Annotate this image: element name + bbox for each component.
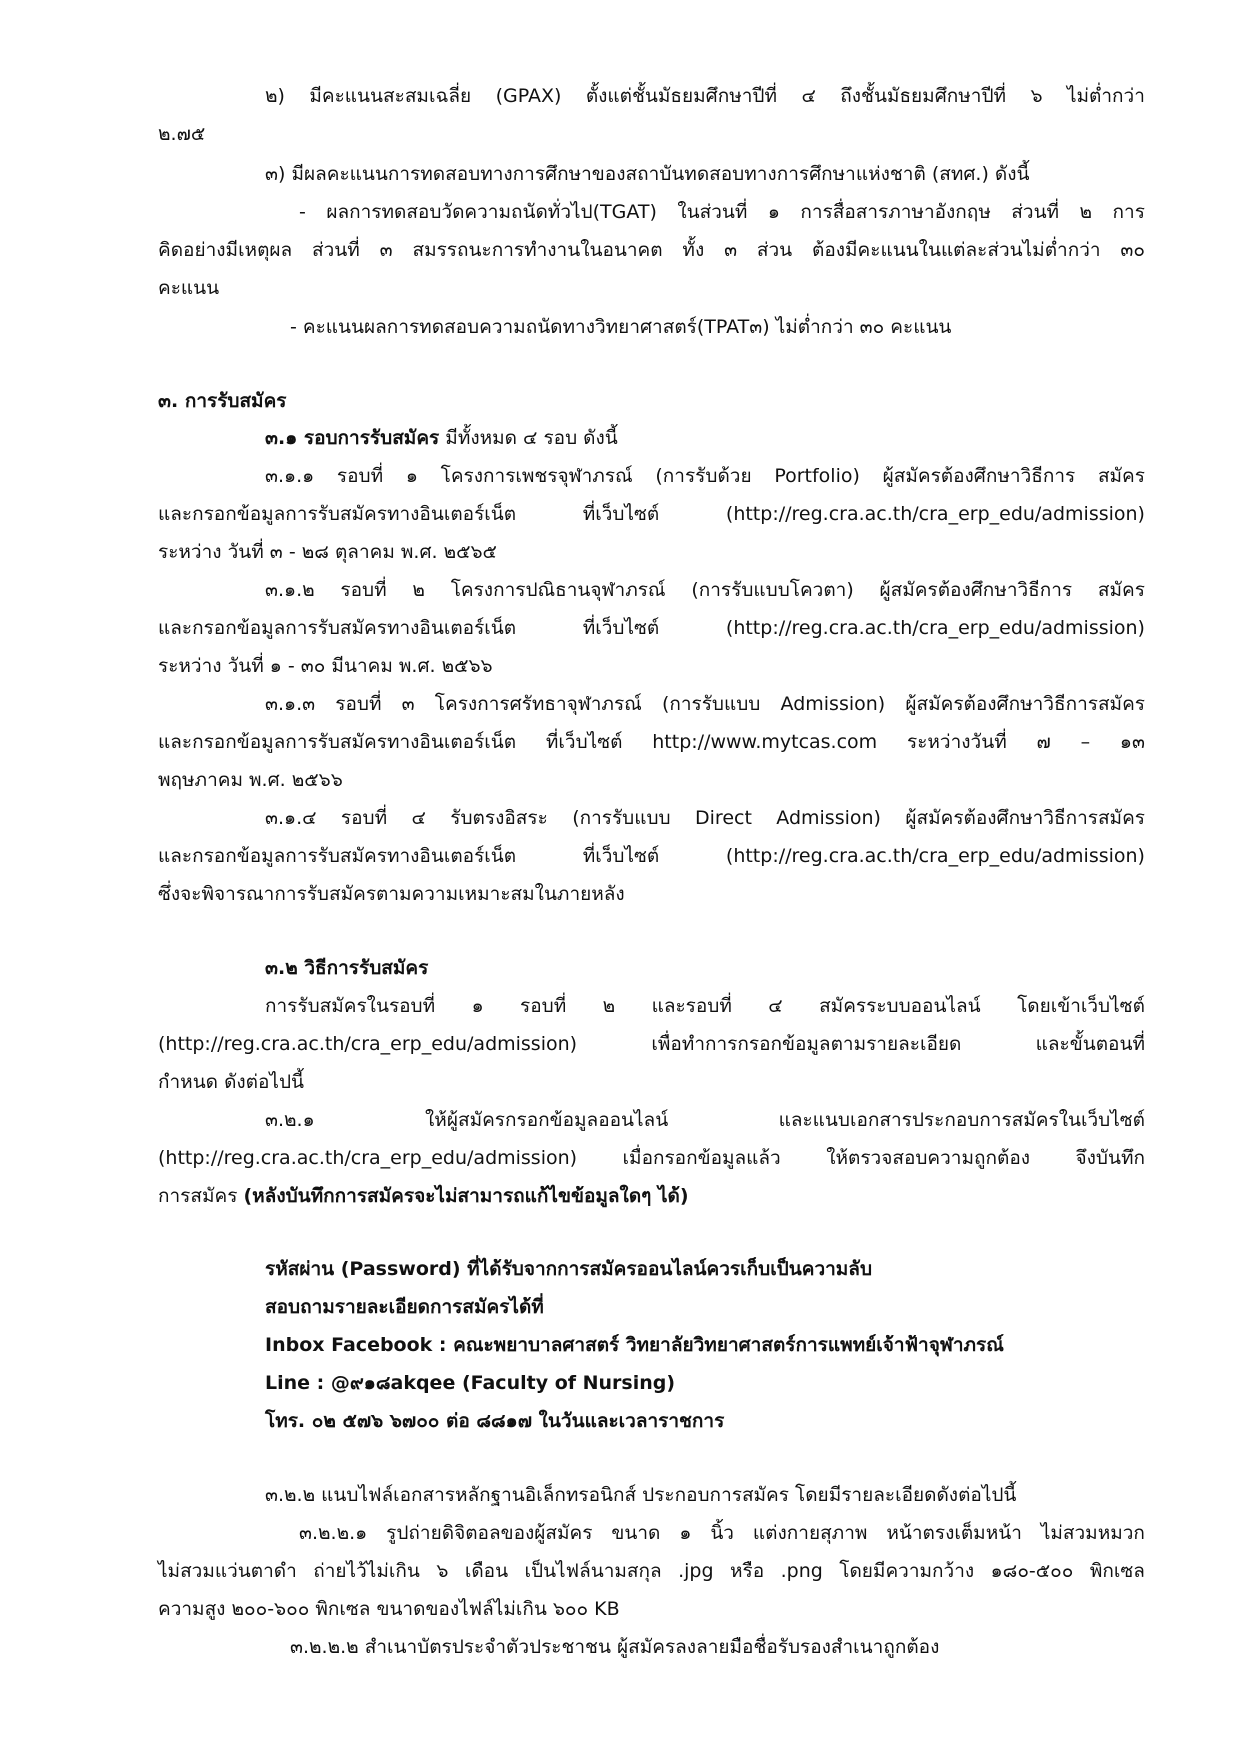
word: รอบที่ (336, 465, 384, 487)
word: ๑๓ (1119, 731, 1145, 753)
word: รูปถ่ายดิจิตอลของผู้สมัคร (386, 1522, 593, 1544)
word: หน้าตรงเต็มหน้า (886, 1522, 1022, 1544)
word: มีคะแนนสะสมเฉลี่ย (309, 85, 472, 107)
word: แต่งกายสุภาพ (752, 1522, 868, 1544)
word: ที่เว็บไซต์ (582, 617, 660, 639)
word: สมัครระบบออนไลน์ (819, 995, 981, 1017)
word: ผลการทดสอบวัดความถนัดทั่วไป(TGAT) (326, 201, 657, 223)
word: ๓.๑.๓ (265, 693, 316, 715)
word: ไม่สวมหมวก (1040, 1522, 1145, 1544)
word: สมัคร (1097, 579, 1145, 601)
word: เพื่อทำการกรอกข้อมูลตามรายละเอียด (651, 1033, 962, 1055)
round-1-line1 (265, 463, 1145, 489)
word: โดยเข้าเว็บไซต์ (1017, 995, 1145, 1017)
word: การ (1112, 201, 1145, 223)
word: (การรับด้วย (655, 465, 752, 487)
word: รับตรงอิสระ (450, 807, 548, 829)
word: ๒ (602, 995, 616, 1017)
word: (http://reg.cra.ac.th/cra_erp_edu/admission) (725, 503, 1145, 525)
word: ๗ (1036, 731, 1051, 753)
word: .jpg (678, 1560, 714, 1582)
word: ๔ (801, 85, 816, 107)
word: ขนาด (611, 1522, 661, 1544)
section-3-heading: ๓. การรับสมัคร (158, 390, 287, 412)
word: ๒) (265, 85, 285, 107)
word: ที่เว็บไซต์ (582, 845, 660, 867)
gpax-requirement-line2: ๒.๗๕ (158, 123, 206, 145)
round-3-line2 (158, 729, 1145, 755)
round-2-line3: ระหว่าง วันที่ ๑ - ๓๐ มีนาคม พ.ศ. ๒๕๖๖ (158, 655, 493, 677)
round-1-line3: ระหว่าง วันที่ ๓ - ๒๘ ตุลาคม พ.ศ. ๒๕๖๕ (158, 541, 497, 563)
word: ๖ (436, 1560, 449, 1582)
word: ๓.๑.๒ (265, 579, 315, 601)
word: ถึงชั้นมัธยมศึกษาปีที่ (840, 85, 1007, 107)
word: ในส่วนที่ (677, 201, 748, 223)
word: (การรับแบบ (661, 693, 761, 715)
word: โครงการเพชรจุฬาภรณ์ (440, 465, 633, 487)
word: (การรับแบบ (572, 807, 671, 829)
round-3-line1 (265, 691, 1145, 717)
word: การรับสมัครในรอบที่ (265, 995, 436, 1017)
word: โครงการปณิธานจุฬาภรณ์ (450, 579, 666, 601)
round-4-line2 (158, 843, 1145, 869)
word: (การรับแบบโควตา) (691, 579, 854, 601)
word: ที่เว็บไซต์ (582, 503, 660, 525)
word: ๒ (1079, 201, 1093, 223)
word: รอบที่ (340, 579, 387, 601)
word: ๑๘๐-๕๐๐ (990, 1560, 1074, 1582)
method-line2 (158, 1031, 1145, 1057)
method-line1 (265, 993, 1145, 1019)
word: ๑ (767, 201, 780, 223)
section-3-2-1-line2 (158, 1145, 1145, 1171)
word: ระหว่างวันที่ (906, 731, 1007, 753)
round-4-line1 (265, 805, 1145, 831)
word: หรือ (730, 1560, 765, 1582)
tgat-requirement-line1 (299, 199, 1145, 225)
word: ที่เว็บไซต์ (545, 731, 623, 753)
word: และกรอกข้อมูลการรับสมัครทางอินเตอร์เน็ต (158, 503, 517, 525)
section-3-2-2-1-line2 (158, 1558, 1145, 1584)
word: ผู้สมัครต้องศึกษาวิธีการ (882, 465, 1076, 487)
inquiry-note: สอบถามรายละเอียดการสมัครได้ที่ (265, 1296, 544, 1318)
word: ให้ผู้สมัครกรอกข้อมูลออนไลน์ (425, 1109, 669, 1131)
word: Portfolio) (774, 465, 860, 487)
word: สมัคร (1097, 465, 1145, 487)
word: รอบที่ (335, 693, 382, 715)
word: ๓ (724, 239, 738, 261)
word: ผู้สมัครต้องศึกษาวิธีการสมัคร (905, 693, 1145, 715)
word: ๓๐ (1120, 239, 1145, 261)
section-3-1-heading (265, 425, 618, 451)
method-line3: กำหนด ดังต่อไปนี้ (158, 1071, 305, 1093)
phone-contact: โทร. ๐๒ ๕๗๖ ๖๗๐๐ ต่อ ๘๘๑๗ ในวันและเวลาราชการ (265, 1410, 725, 1432)
word: สมรรถนะการทำงานในอนาคต (412, 239, 663, 261)
round-4-line3: ซึ่งจะพิจารณาการรับสมัครตามความเหมาะสมในภายหลัง (158, 883, 625, 905)
word: ส่วนที่ (312, 239, 360, 261)
facebook-contact: Inbox Facebook : คณะพยาบาลศาสตร์ วิทยาลัยวิทยาศาสตร์การแพทย์เจ้าฟ้าจุฬาภรณ์ (265, 1334, 1004, 1356)
word: ๓ (401, 693, 415, 715)
word: ๑ (679, 1522, 692, 1544)
word: และขั้นตอนที่ (1035, 1033, 1145, 1055)
word: จึงบันทึก (1075, 1147, 1145, 1169)
word: http://www.mytcas.com (652, 731, 878, 753)
section-3-2-1-warning: (หลังบันทึกการสมัครจะไม่สามารถแก้ไขข้อมูลใดๆ ได้) (243, 1185, 689, 1207)
onet-requirement: ๓) มีผลคะแนนการทดสอบทางการศึกษาของสถาบันทดสอบทางการศึกษาแห่งชาติ (สทศ.) ดังนี้ (265, 163, 1030, 185)
word: ผู้สมัครต้องศึกษาวิธีการสมัคร (905, 807, 1145, 829)
section-3-2-1-text: การสมัคร (158, 1185, 244, 1207)
word: นิ้ว (710, 1522, 734, 1544)
line-contact: Line : @๙๑๘akqee (Faculty of Nursing) (265, 1372, 676, 1394)
word: (http://reg.cra.ac.th/cra_erp_edu/admission) (725, 617, 1145, 639)
section-3-2-2-1-line1 (299, 1520, 1145, 1546)
round-1-line2 (158, 501, 1145, 527)
word: ไม่ต่ำกว่า (1066, 85, 1145, 107)
section-3-2-2: ๓.๒.๒ แนบไฟล์เอกสารหลักฐานอิเล็กทรอนิกส์ ประกอบการสมัคร โดยมีรายละเอียดดังต่อไปนี้ (265, 1484, 1017, 1506)
word: (GPAX) (495, 85, 562, 107)
word: - (299, 201, 306, 223)
word: Admission) (776, 807, 881, 829)
section-3-2-1-line1 (265, 1107, 1145, 1133)
word: ไม่สวมแว่นตาดำ (158, 1560, 297, 1582)
word: (http://reg.cra.ac.th/cra_erp_edu/admission) (158, 1033, 578, 1055)
tgat-requirement-line3: คะแนน (158, 277, 220, 299)
word: – (1080, 731, 1091, 753)
section-3-2-2-1-line3: ความสูง ๒๐๐-๖๐๐ พิกเซล ขนาดของไฟล์ไม่เกิน ๖๐๐ KB (158, 1598, 620, 1620)
round-3-line3: พฤษภาคม พ.ศ. ๒๕๖๖ (158, 769, 343, 791)
word: (http://reg.cra.ac.th/cra_erp_edu/admission) (158, 1147, 578, 1169)
tpat3-requirement: - คะแนนผลการทดสอบความถนัดทางวิทยาศาสตร์(TPAT๓) ไม่ต่ำกว่า ๓๐ คะแนน (290, 316, 952, 338)
word: และกรอกข้อมูลการรับสมัครทางอินเตอร์เน็ต (158, 617, 517, 639)
word: Direct (695, 807, 752, 829)
word: และแนบเอกสารประกอบการสมัครในเว็บไซต์ (778, 1109, 1145, 1131)
word: ส่วนที่ (1011, 201, 1060, 223)
word: ๓.๑.๔ (265, 807, 317, 829)
word: โดยมีความกว้าง (839, 1560, 975, 1582)
tgat-requirement-line2 (158, 237, 1145, 263)
word: โครงการศรัทธาจุฬาภรณ์ (434, 693, 642, 715)
round-2-line1 (265, 577, 1145, 603)
word: รอบที่ (340, 807, 388, 829)
word: Admission) (780, 693, 886, 715)
word: เดือน (464, 1560, 509, 1582)
word: เป็นไฟล์นามสกุล (524, 1560, 662, 1582)
word: ๔ (768, 995, 783, 1017)
word: ๓.๒.๑ (265, 1109, 315, 1131)
word: และรอบที่ (651, 995, 732, 1017)
word: ตั้งแต่ชั้นมัธยมศึกษาปีที่ (585, 85, 778, 107)
word: ถ่ายไว้ไม่เกิน (313, 1560, 420, 1582)
word: ๓.๑.๑ (265, 465, 315, 487)
word: ทั้ง (682, 239, 705, 261)
word: (http://reg.cra.ac.th/cra_erp_edu/admission) (725, 845, 1145, 867)
word: ส่วน (756, 239, 793, 261)
password-note: รหัสผ่าน (Password) ที่ได้รับจากการสมัครออนไลน์ควรเก็บเป็นความลับ (265, 1258, 873, 1280)
word: ๑ (405, 465, 418, 487)
word: .png (780, 1560, 823, 1582)
word: เมื่อกรอกข้อมูลแล้ว (622, 1147, 781, 1169)
word: รอบที่ (520, 995, 567, 1017)
word: ๖ (1030, 85, 1043, 107)
word: ๓.๒.๒.๑ (299, 1522, 368, 1544)
section-3-2-1-line3 (158, 1183, 689, 1209)
word: ต้องมีคะแนนในแต่ละส่วนไม่ต่ำกว่า (811, 239, 1101, 261)
round-2-line2 (158, 615, 1145, 641)
section-3-2-2-2: ๓.๒.๒.๒ สำเนาบัตรประจำตัวประชาชน ผู้สมัครลงลายมือชื่อรับรองสำเนาถูกต้อง (290, 1636, 940, 1658)
word: พิกเซล (1089, 1560, 1145, 1582)
section-3-2-heading: ๓.๒ วิธีการรับสมัคร (265, 957, 429, 979)
word: ให้ตรวจสอบความถูกต้อง (826, 1147, 1031, 1169)
word: ๑ (471, 995, 484, 1017)
word: การสื่อสารภาษาอังกฤษ (800, 201, 991, 223)
word: และกรอกข้อมูลการรับสมัครทางอินเตอร์เน็ต (158, 731, 517, 753)
gpax-requirement-line1 (265, 83, 1145, 109)
word: ๒ (412, 579, 425, 601)
word: ๓ (379, 239, 393, 261)
word: และกรอกข้อมูลการรับสมัครทางอินเตอร์เน็ต (158, 845, 517, 867)
word: คิดอย่างมีเหตุผล (158, 239, 293, 261)
section-3-1-title: ๓.๑ รอบการรับสมัคร (265, 427, 440, 449)
word: ๔ (411, 807, 426, 829)
word: ผู้สมัครต้องศึกษาวิธีการ (879, 579, 1073, 601)
section-3-1-desc: มีทั้งหมด ๔ รอบ ดังนี้ (439, 427, 618, 449)
